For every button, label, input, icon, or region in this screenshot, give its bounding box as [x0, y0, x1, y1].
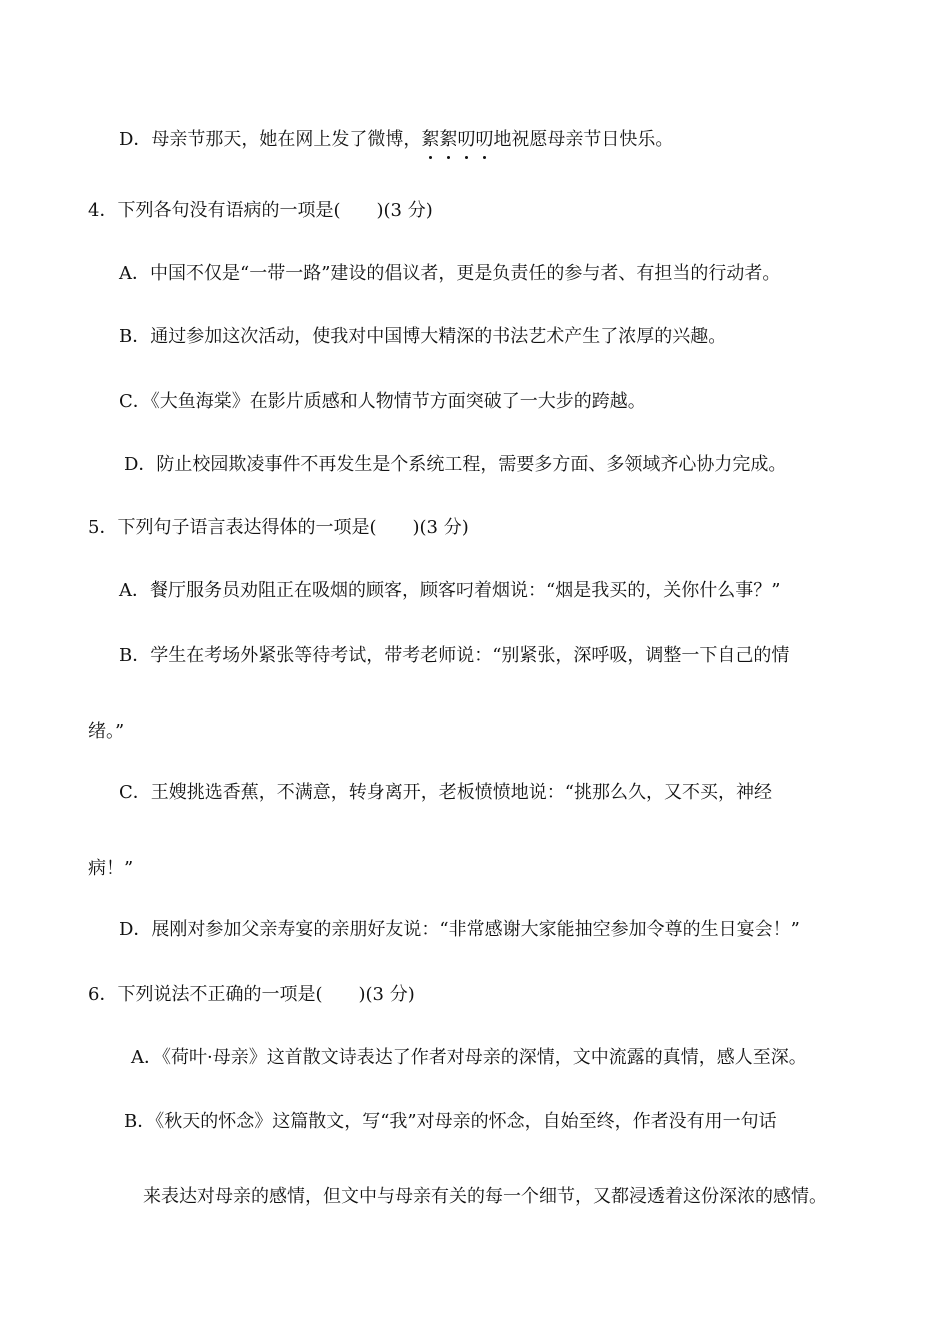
q6-option-b-line-1: B．《秋天的怀念》这篇散文，写“我”对母亲的怀念，自始至终，作者没有用一句话: [124, 1111, 777, 1132]
q5-option-b-line-1: B．学生在考场外紧张等待考试，带考老师说：“别紧张，深呼吸，调整一下自己的情: [119, 645, 790, 666]
q5-stem: 5．下列句子语言表达得体的一项是( )(3 分): [88, 517, 469, 538]
q5-option-b-line-2: 绪。”: [88, 721, 125, 742]
q4-option-d: D．防止校园欺凌事件不再发生是个系统工程，需要多方面、多领域齐心协力完成。: [124, 454, 787, 475]
q6-option-b-line-2: 来表达对母亲的感情，但文中与母亲有关的每一个细节，又都浸透着这份深浓的感情。: [143, 1186, 827, 1207]
q4-option-a: A．中国不仅是“一带一路”建设的倡议者，更是负责任的参与者、有担当的行动者。: [119, 263, 781, 284]
emphasized-char: 絮: [439, 129, 458, 150]
q3-option-d-after: 地祝愿母亲节日快乐。: [493, 129, 674, 150]
q3-option-d: [119, 128, 673, 152]
q5-option-c-line-2: 病！”: [88, 858, 134, 879]
q4-stem: 4．下列各句没有语病的一项是( )(3 分): [88, 200, 433, 221]
emphasized-char: 叨: [457, 129, 476, 150]
q4-option-b: B．通过参加这次活动，使我对中国博大精深的书法艺术产生了浓厚的兴趣。: [119, 326, 727, 347]
q4-option-c: C．《大鱼海棠》在影片质感和人物情节方面突破了一大步的跨越。: [119, 391, 646, 412]
q5-option-a: A．餐厅服务员劝阻正在吸烟的顾客，顾客叼着烟说：“烟是我买的，关你什么事？”: [119, 580, 781, 601]
q5-option-d: D．展刚对参加父亲寿宴的亲朋好友说：“非常感谢大家能抽空参加令尊的生日宴会！”: [119, 919, 800, 940]
emphasized-char: 叨: [475, 129, 494, 150]
emphasized-char: 絮: [421, 129, 440, 150]
q5-option-c-line-1: C．王嫂挑选香蕉，不满意，转身离开，老板愤愤地说：“挑那么久，又不买，神经: [119, 782, 772, 803]
q6-option-a: A．《荷叶·母亲》这首散文诗表达了作者对母亲的深情，文中流露的真情，感人至深。: [131, 1047, 807, 1068]
q6-stem: 6．下列说法不正确的一项是( )(3 分): [88, 984, 415, 1005]
q3-option-d-before: D．母亲节那天，她在网上发了微博，: [119, 129, 422, 150]
